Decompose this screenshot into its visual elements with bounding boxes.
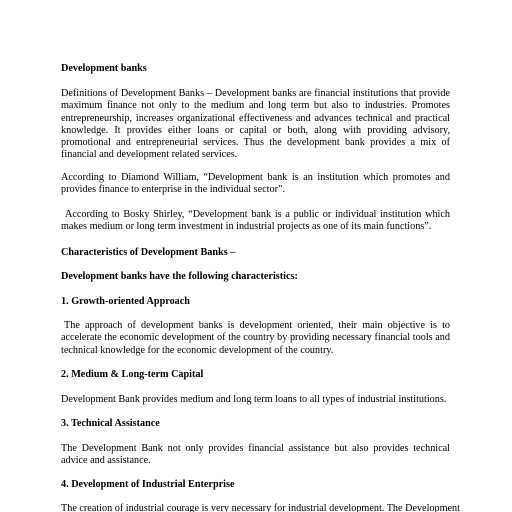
section-heading: 3. Technical Assistance <box>61 418 160 429</box>
document-title: Development banks <box>61 63 147 74</box>
section-body: The approach of development banks is development oriented, their main objective is to accelerate the economic development of the country by providing necessary financial tools and technical knowledge for the economic development of the country. <box>61 320 450 356</box>
paragraph-bosky-shirley: According to Bosky Shirley, “Development bank is a public or individual institution which makes medium or long term investment in industrial projects as one of its main functions”. <box>61 209 450 233</box>
characteristics-heading: Characteristics of Development Banks – <box>61 247 236 258</box>
section-body: Development Bank provides medium and long term loans to all types of industrial institutions. <box>61 394 447 405</box>
section-body: The Development Bank not only provides financial assistance but also provides technical advice and assistance. <box>61 443 450 467</box>
characteristics-intro: Development banks have the following characteristics: <box>61 271 298 282</box>
paragraph-diamond-william: According to Diamond William, “Development bank is an institution which promotes and provides finance to enterprise in the individual sector”. <box>61 172 450 196</box>
section-heading: 1. Growth-oriented Approach <box>61 296 190 307</box>
section-heading: 2. Medium & Long-term Capital <box>61 369 204 380</box>
paragraph-definitions: Definitions of Development Banks – Development banks are financial institutions that provide maximum finance not only to the medium and long term but also to industries. Promotes entrepreneurship, increases organizational effectiveness and advances technical and practical knowledge. It provides either loans or capital or both, along with providing advisory, promotional and entrepreneurial services. Thus the development bank provides a mix of financial and development related services. <box>61 88 450 161</box>
section-heading: 4. Development of Industrial Enterprise <box>61 479 235 490</box>
section-body: The creation of industrial courage is very necessary for industrial development. The Development <box>61 503 460 512</box>
